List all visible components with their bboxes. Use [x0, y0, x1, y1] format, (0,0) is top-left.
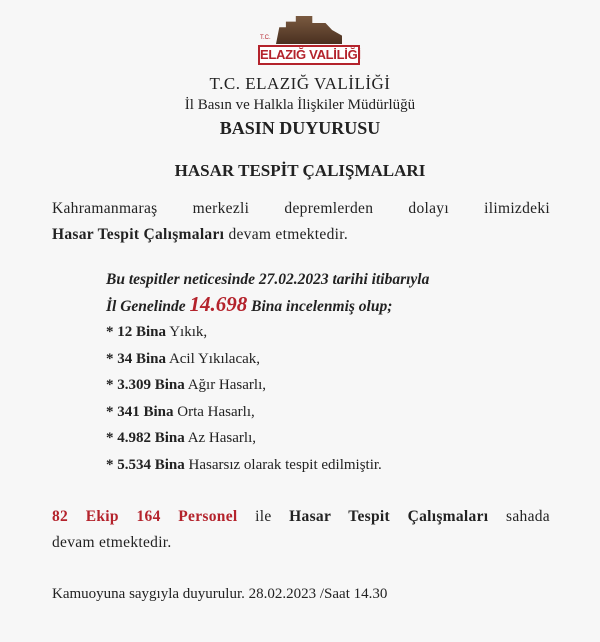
damage-list-item: [106, 377, 266, 394]
item-status: Orta Hasarlı,: [173, 403, 255, 420]
teams-bold: Hasar Tespit Çalışmaları: [289, 508, 489, 525]
item-count: * 4.982 Bina: [106, 430, 185, 446]
item-status: Hasarsız olarak tespit edilmiştir.: [184, 456, 382, 473]
summary-post: Bina incelenmiş olup;: [247, 298, 393, 315]
elazig-valiligi-logo: [256, 14, 362, 66]
logo-tc: T.C.: [260, 35, 271, 41]
teams-end: sahada: [488, 508, 550, 525]
subject-heading: HASAR TESPİT ÇALIŞMALARI: [174, 161, 426, 180]
damage-list-item: [106, 430, 256, 447]
item-status: Acil Yıkılacak,: [166, 350, 261, 367]
intro-line2: [52, 226, 550, 244]
intro-rest: devam etmektedir.: [224, 226, 349, 243]
damage-list-item: [106, 457, 382, 474]
teams-count: 82 Ekip 164 Personel: [52, 508, 238, 525]
item-status: Ağır Hasarlı,: [184, 377, 266, 393]
item-status: Az Hasarlı,: [184, 430, 256, 446]
logo-name: ELAZIĞ VALİLİĞİ: [258, 45, 360, 65]
summary-line1: Bu tespitler neticesinde 27.02.2023 tarihi itibarıyla: [106, 271, 430, 288]
department: İl Basın ve Halkla İlişkiler Müdürlüğü: [184, 97, 416, 113]
summary-line2: [106, 294, 392, 316]
item-status: Yıkık,: [166, 324, 208, 340]
item-count: * 34 Bina: [106, 350, 167, 367]
teams-mid: ile: [237, 508, 290, 525]
org-title: T.C. ELAZIĞ VALİLİĞİ: [209, 74, 391, 93]
teams-line2: devam etmektedir.: [52, 534, 172, 551]
castle-image: [276, 16, 342, 44]
item-count: * 3.309 Bina: [106, 377, 185, 393]
item-count: * 12 Bina: [106, 324, 167, 340]
total-buildings: 14.698: [189, 292, 248, 316]
damage-list-item: [106, 351, 260, 368]
teams-line1: [52, 508, 550, 526]
footer-note: Kamuoyuna saygıyla duyurulur. 28.02.2023 /Saat 14.30: [52, 586, 388, 602]
summary-pre: İl Genelinde: [106, 298, 190, 315]
intro-bold: Hasar Tespit Çalışmaları: [52, 226, 225, 243]
item-count: * 341 Bina: [106, 403, 174, 420]
damage-list-item: [106, 324, 207, 341]
damage-list-item: [106, 404, 255, 421]
item-count: * 5.534 Bina: [106, 456, 185, 473]
intro-line1: Kahramanmaraş merkezli depremlerden dolayı ilimizdeki: [52, 200, 550, 217]
document-type: BASIN DUYURUSU: [219, 118, 381, 138]
